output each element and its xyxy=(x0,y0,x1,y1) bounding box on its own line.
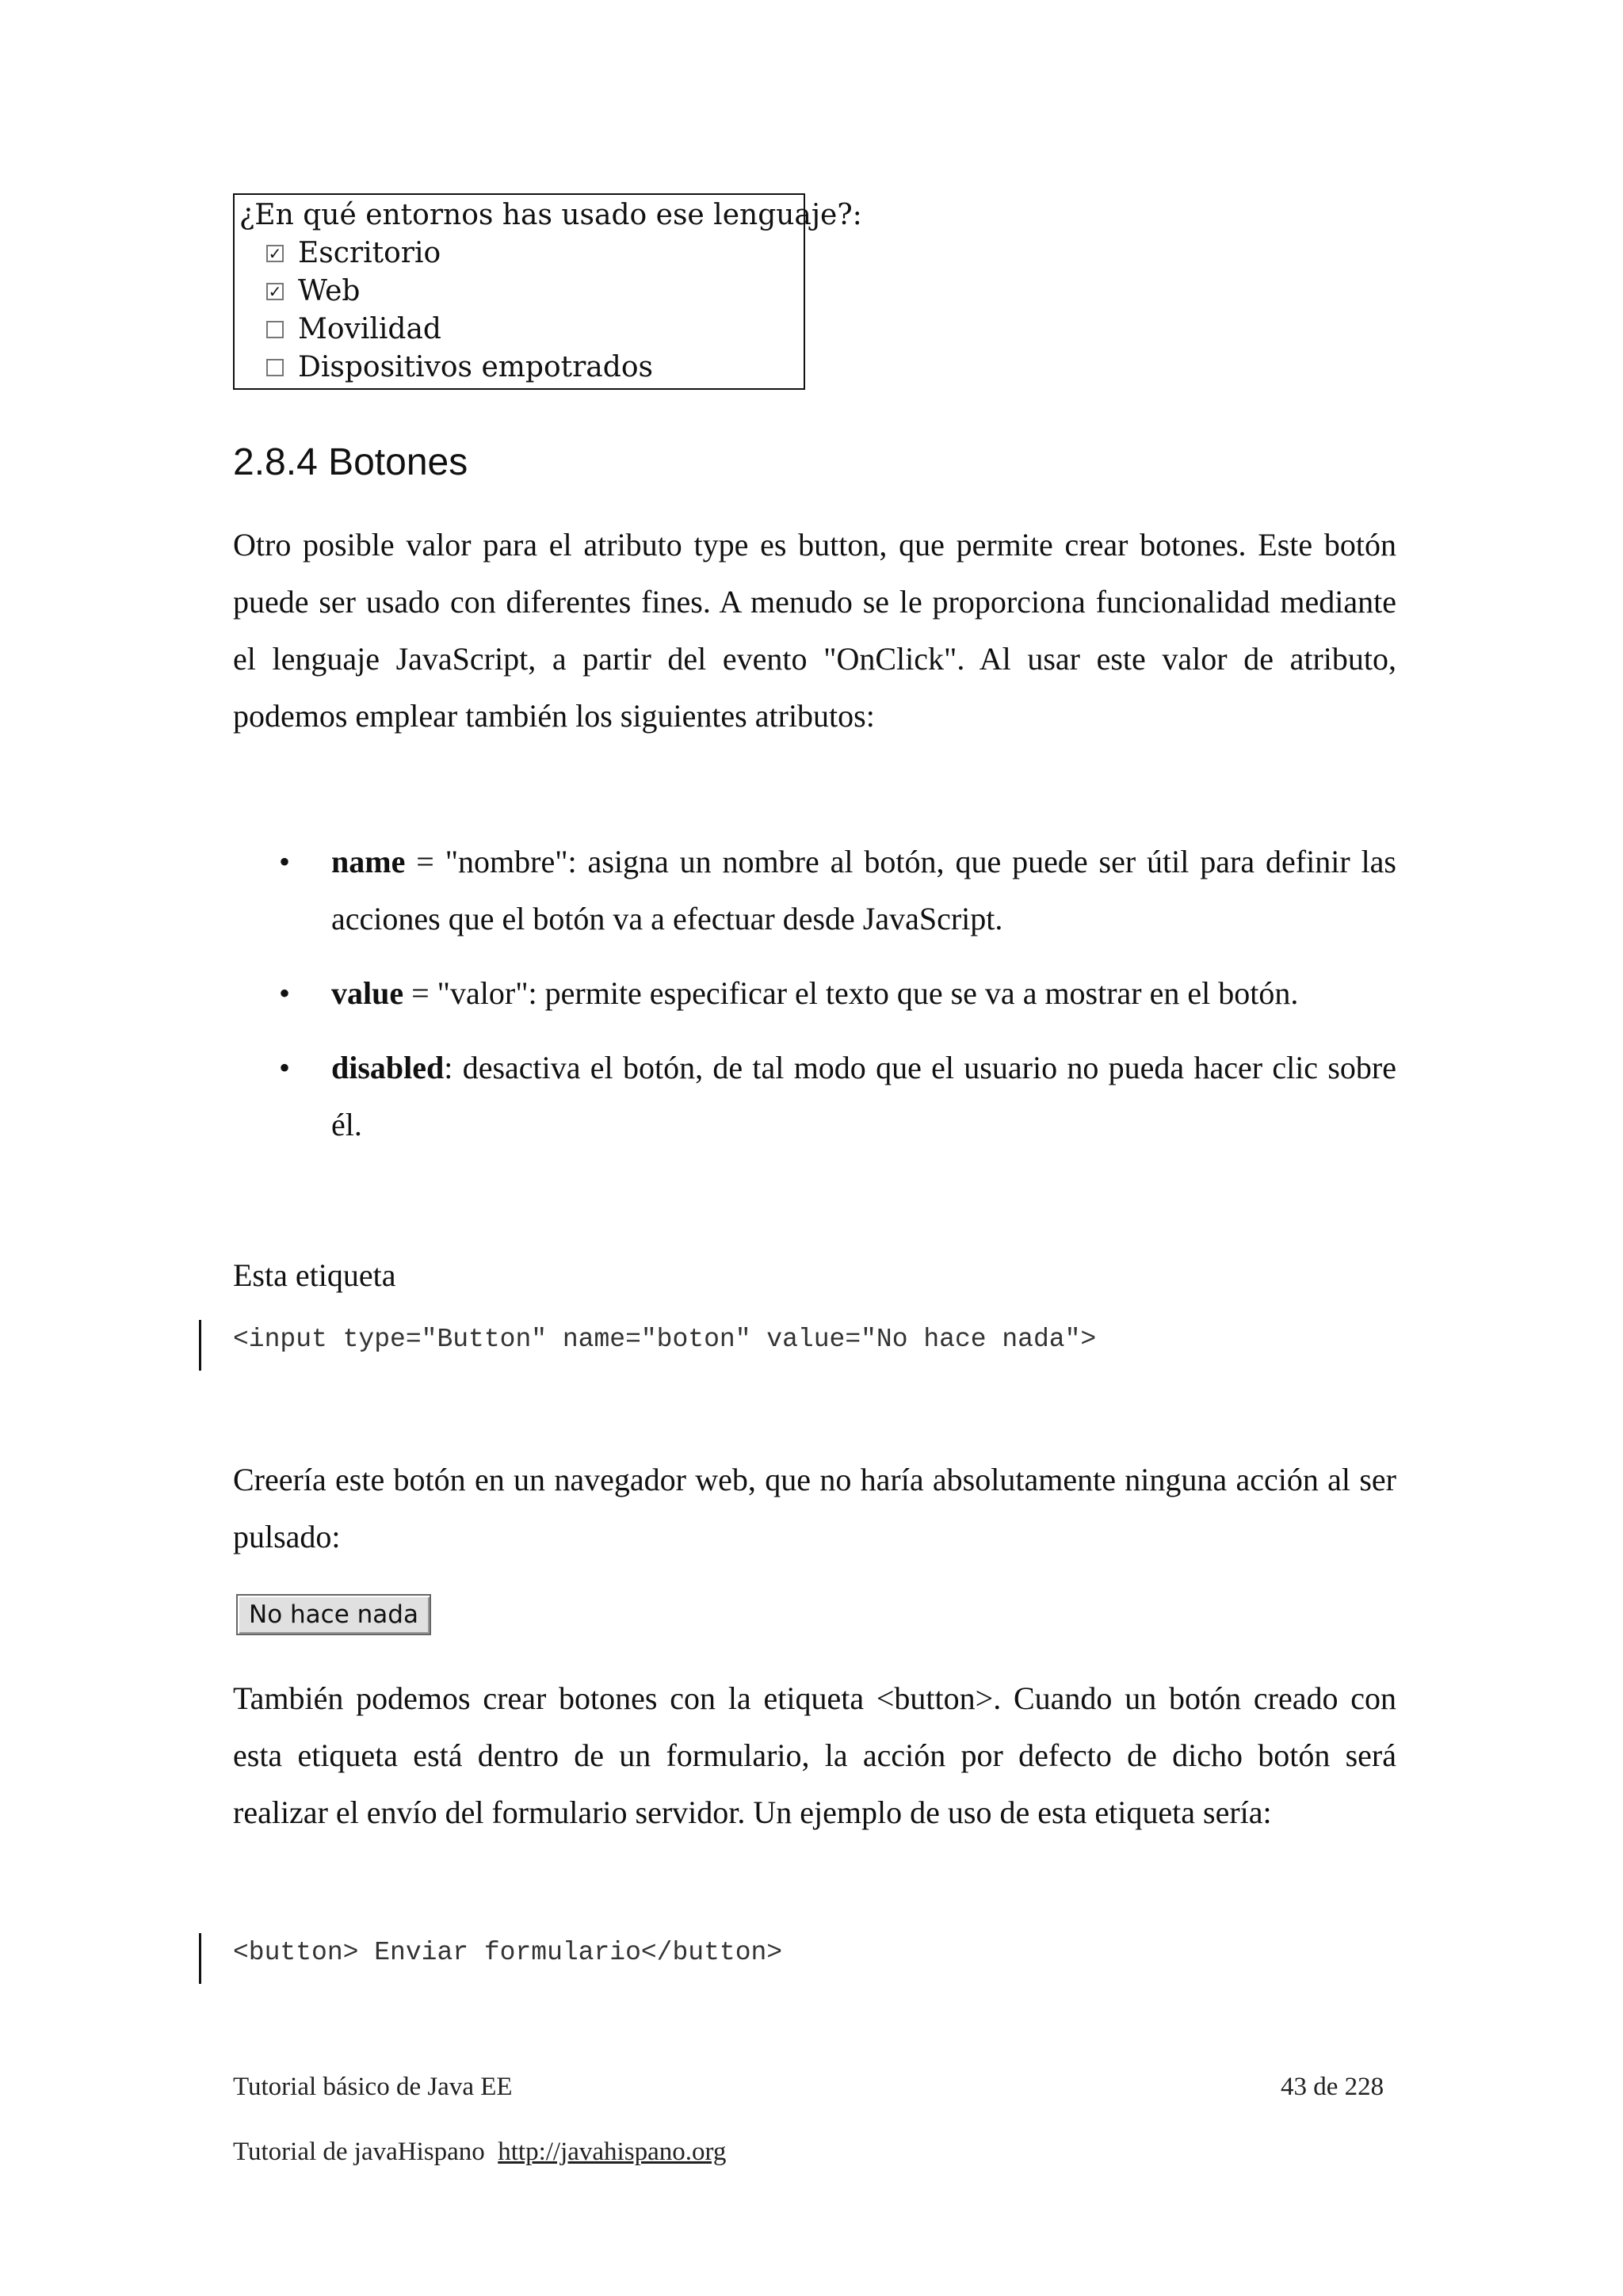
list-item xyxy=(233,965,1396,1022)
button-tag-paragraph: También podemos crear botones con la etiqueta <button>. Cuando un botón creado con esta etiqueta está dentro de un formulario, la acción por defecto de dicho botón será realizar el envío del formulario servidor. Un ejemplo de uso de esta etiqueta sería: xyxy=(233,1680,1396,1830)
code-snippet-button: <button> Enviar formulario</button> xyxy=(233,1938,783,1967)
option-dispositivos[interactable] xyxy=(239,349,804,387)
checkbox-checked-icon[interactable]: ✓ xyxy=(266,245,284,262)
code-snippet-input: <input type="Button" name="boton" value="No hace nada"> xyxy=(233,1325,1097,1354)
code-margin-bar xyxy=(199,1320,201,1371)
option-movilidad[interactable] xyxy=(239,311,804,349)
option-label: Movilidad xyxy=(298,313,441,345)
option-label: Escritorio xyxy=(298,237,441,269)
option-web[interactable] xyxy=(239,273,804,311)
attribute-desc: = "nombre": asigna un nombre al botón, que puede ser útil para definir las acciones que el botón va a efectuar desde JavaScript. xyxy=(331,844,1396,936)
javahispano-link[interactable]: http://javahispano.org xyxy=(498,2138,727,2166)
checkbox-figure xyxy=(233,193,862,390)
list-item xyxy=(233,1039,1396,1154)
intro-paragraph: Otro posible valor para el atributo type es button, que permite crear botones. Este botón puede ser usado con diferentes fines. A menudo se le proporciona funcionalidad mediante el lenguaje JavaScript, a partir del evento "OnClick". Al usar este valor de atributo, podemos emplear también los siguientes atributos: xyxy=(233,527,1396,734)
attribute-term: name xyxy=(331,844,406,879)
option-label: Dispositivos empotrados xyxy=(298,351,653,383)
no-hace-nada-button[interactable]: No hace nada xyxy=(236,1594,431,1635)
section-heading: 2.8.4 Botones xyxy=(233,441,468,483)
attribute-term: disabled xyxy=(331,1050,445,1085)
attribute-list xyxy=(233,833,1396,1171)
footer-credit xyxy=(233,2138,726,2167)
checkbox-unchecked-icon[interactable] xyxy=(266,321,284,338)
label-tag-text: Esta etiqueta xyxy=(233,1257,396,1293)
attribute-term: value xyxy=(331,975,404,1011)
attribute-desc: : desactiva el botón, de tal modo que el usuario no pueda hacer clic sobre él. xyxy=(331,1050,1396,1142)
bullet-icon: • xyxy=(279,844,291,879)
checkbox-unchecked-icon[interactable] xyxy=(266,359,284,376)
footer-title: Tutorial básico de Java EE xyxy=(233,2073,513,2101)
page-number: 43 de 228 xyxy=(1281,2073,1384,2101)
checkbox-checked-icon[interactable]: ✓ xyxy=(266,283,284,300)
result-paragraph: Creería este botón en un navegador web, que no haría absolutamente ninguna acción al ser pulsado: xyxy=(233,1462,1396,1554)
option-label: Web xyxy=(298,275,361,307)
list-item xyxy=(233,833,1396,948)
bullet-icon: • xyxy=(279,1050,291,1085)
attribute-desc: = "valor": permite especificar el texto que se va a mostrar en el botón. xyxy=(403,975,1299,1011)
figure-question: ¿En qué entornos has usado ese lenguaje?: xyxy=(239,199,862,231)
code-margin-bar xyxy=(199,1933,201,1984)
bullet-icon: • xyxy=(279,975,291,1011)
credit-text: Tutorial de javaHispano xyxy=(233,2138,485,2166)
option-escritorio[interactable] xyxy=(239,235,804,273)
